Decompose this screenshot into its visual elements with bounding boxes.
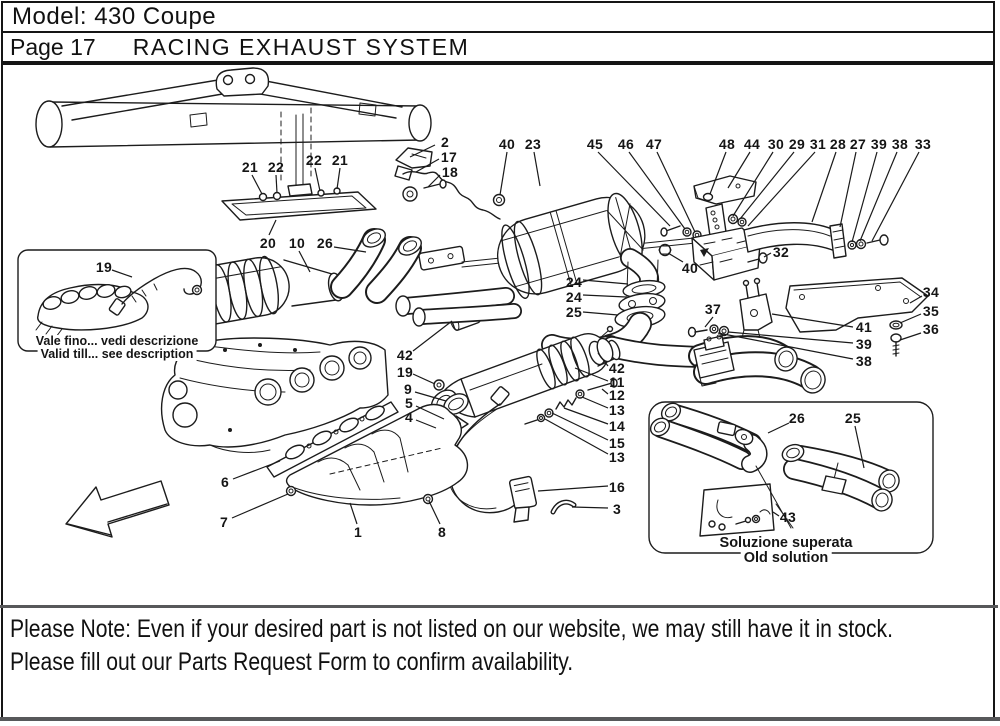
engine-manifold-art xyxy=(162,338,468,505)
callout-42: 42 xyxy=(396,347,414,363)
callout-8: 8 xyxy=(437,524,447,540)
callout-14: 14 xyxy=(608,418,626,434)
direction-arrow xyxy=(66,481,169,537)
note-line-1: Please Note: Even if your desired part is not listed on our website, we may still have it in stock. xyxy=(10,615,893,643)
callout-20: 20 xyxy=(259,235,277,251)
callout-13: 13 xyxy=(608,449,626,465)
callout-7: 7 xyxy=(219,514,229,530)
callout-42: 42 xyxy=(608,360,626,376)
callout-22: 22 xyxy=(267,159,285,175)
callout-38: 38 xyxy=(891,136,909,152)
inset-right-caption-it: Soluzione superata xyxy=(717,536,856,551)
callout-11: 11 xyxy=(609,374,625,390)
callout-41: 41 xyxy=(855,319,873,335)
callout-21: 21 xyxy=(331,152,349,168)
inset-left-caption-en: Valid till... see description xyxy=(38,348,197,361)
callout-26: 26 xyxy=(788,410,806,426)
callout-25: 25 xyxy=(844,410,862,426)
callout-29: 29 xyxy=(788,136,806,152)
callout-46: 46 xyxy=(617,136,635,152)
strut-brace-art xyxy=(36,68,431,147)
callout-45: 45 xyxy=(586,136,604,152)
callout-16: 16 xyxy=(608,479,626,495)
rear-bracket-cluster-art xyxy=(659,176,928,396)
callout-9: 9 xyxy=(403,381,413,397)
callout-38: 38 xyxy=(855,353,873,369)
callout-21: 21 xyxy=(241,159,259,175)
callout-19: 19 xyxy=(396,364,414,380)
callout-43: 43 xyxy=(779,509,797,525)
callout-26: 26 xyxy=(316,235,334,251)
callout-6: 6 xyxy=(220,474,230,490)
callout-44: 44 xyxy=(743,136,761,152)
muffler-art xyxy=(396,188,700,357)
callout-2: 2 xyxy=(440,134,450,150)
callout-35: 35 xyxy=(922,303,940,319)
model-label: Model: 430 Coupe xyxy=(12,3,217,30)
callout-13: 13 xyxy=(608,402,626,418)
callout-15: 15 xyxy=(608,435,626,451)
callout-28: 28 xyxy=(829,136,847,152)
callout-24: 24 xyxy=(565,274,583,290)
callout-10: 10 xyxy=(288,235,306,251)
callout-33: 33 xyxy=(914,136,932,152)
note-line-2: Please fill out our Parts Request Form to confirm availability. xyxy=(10,648,574,676)
callout-30: 30 xyxy=(767,136,785,152)
page-title: RACING EXHAUST SYSTEM xyxy=(132,33,470,60)
callout-3: 3 xyxy=(612,501,622,517)
callout-17: 17 xyxy=(440,149,458,165)
callout-27: 27 xyxy=(849,136,867,152)
callout-48: 48 xyxy=(718,136,736,152)
callout-22: 22 xyxy=(305,152,323,168)
callout-37: 37 xyxy=(704,301,722,317)
callout-5: 5 xyxy=(404,395,414,411)
callout-23: 23 xyxy=(524,136,542,152)
callout-36: 36 xyxy=(922,321,940,337)
callout-39: 39 xyxy=(870,136,888,152)
inset-right-caption-en: Old solution xyxy=(741,551,832,566)
callout-19: 19 xyxy=(95,259,113,275)
callout-31: 31 xyxy=(809,136,827,152)
callout-34: 34 xyxy=(922,284,940,300)
callout-40: 40 xyxy=(681,260,699,276)
callout-18: 18 xyxy=(441,164,459,180)
callout-24: 24 xyxy=(565,289,583,305)
callout-47: 47 xyxy=(645,136,663,152)
callout-40: 40 xyxy=(498,136,516,152)
inset-left-caption-it: Vale fino... vedi descrizione xyxy=(33,335,202,348)
callout-4: 4 xyxy=(404,409,414,425)
callout-25: 25 xyxy=(565,304,583,320)
page-number-label: Page 17 xyxy=(10,33,96,60)
callout-12: 12 xyxy=(608,387,626,403)
callout-1: 1 xyxy=(353,524,363,540)
callout-32: 32 xyxy=(772,244,790,260)
callout-39: 39 xyxy=(855,336,873,352)
